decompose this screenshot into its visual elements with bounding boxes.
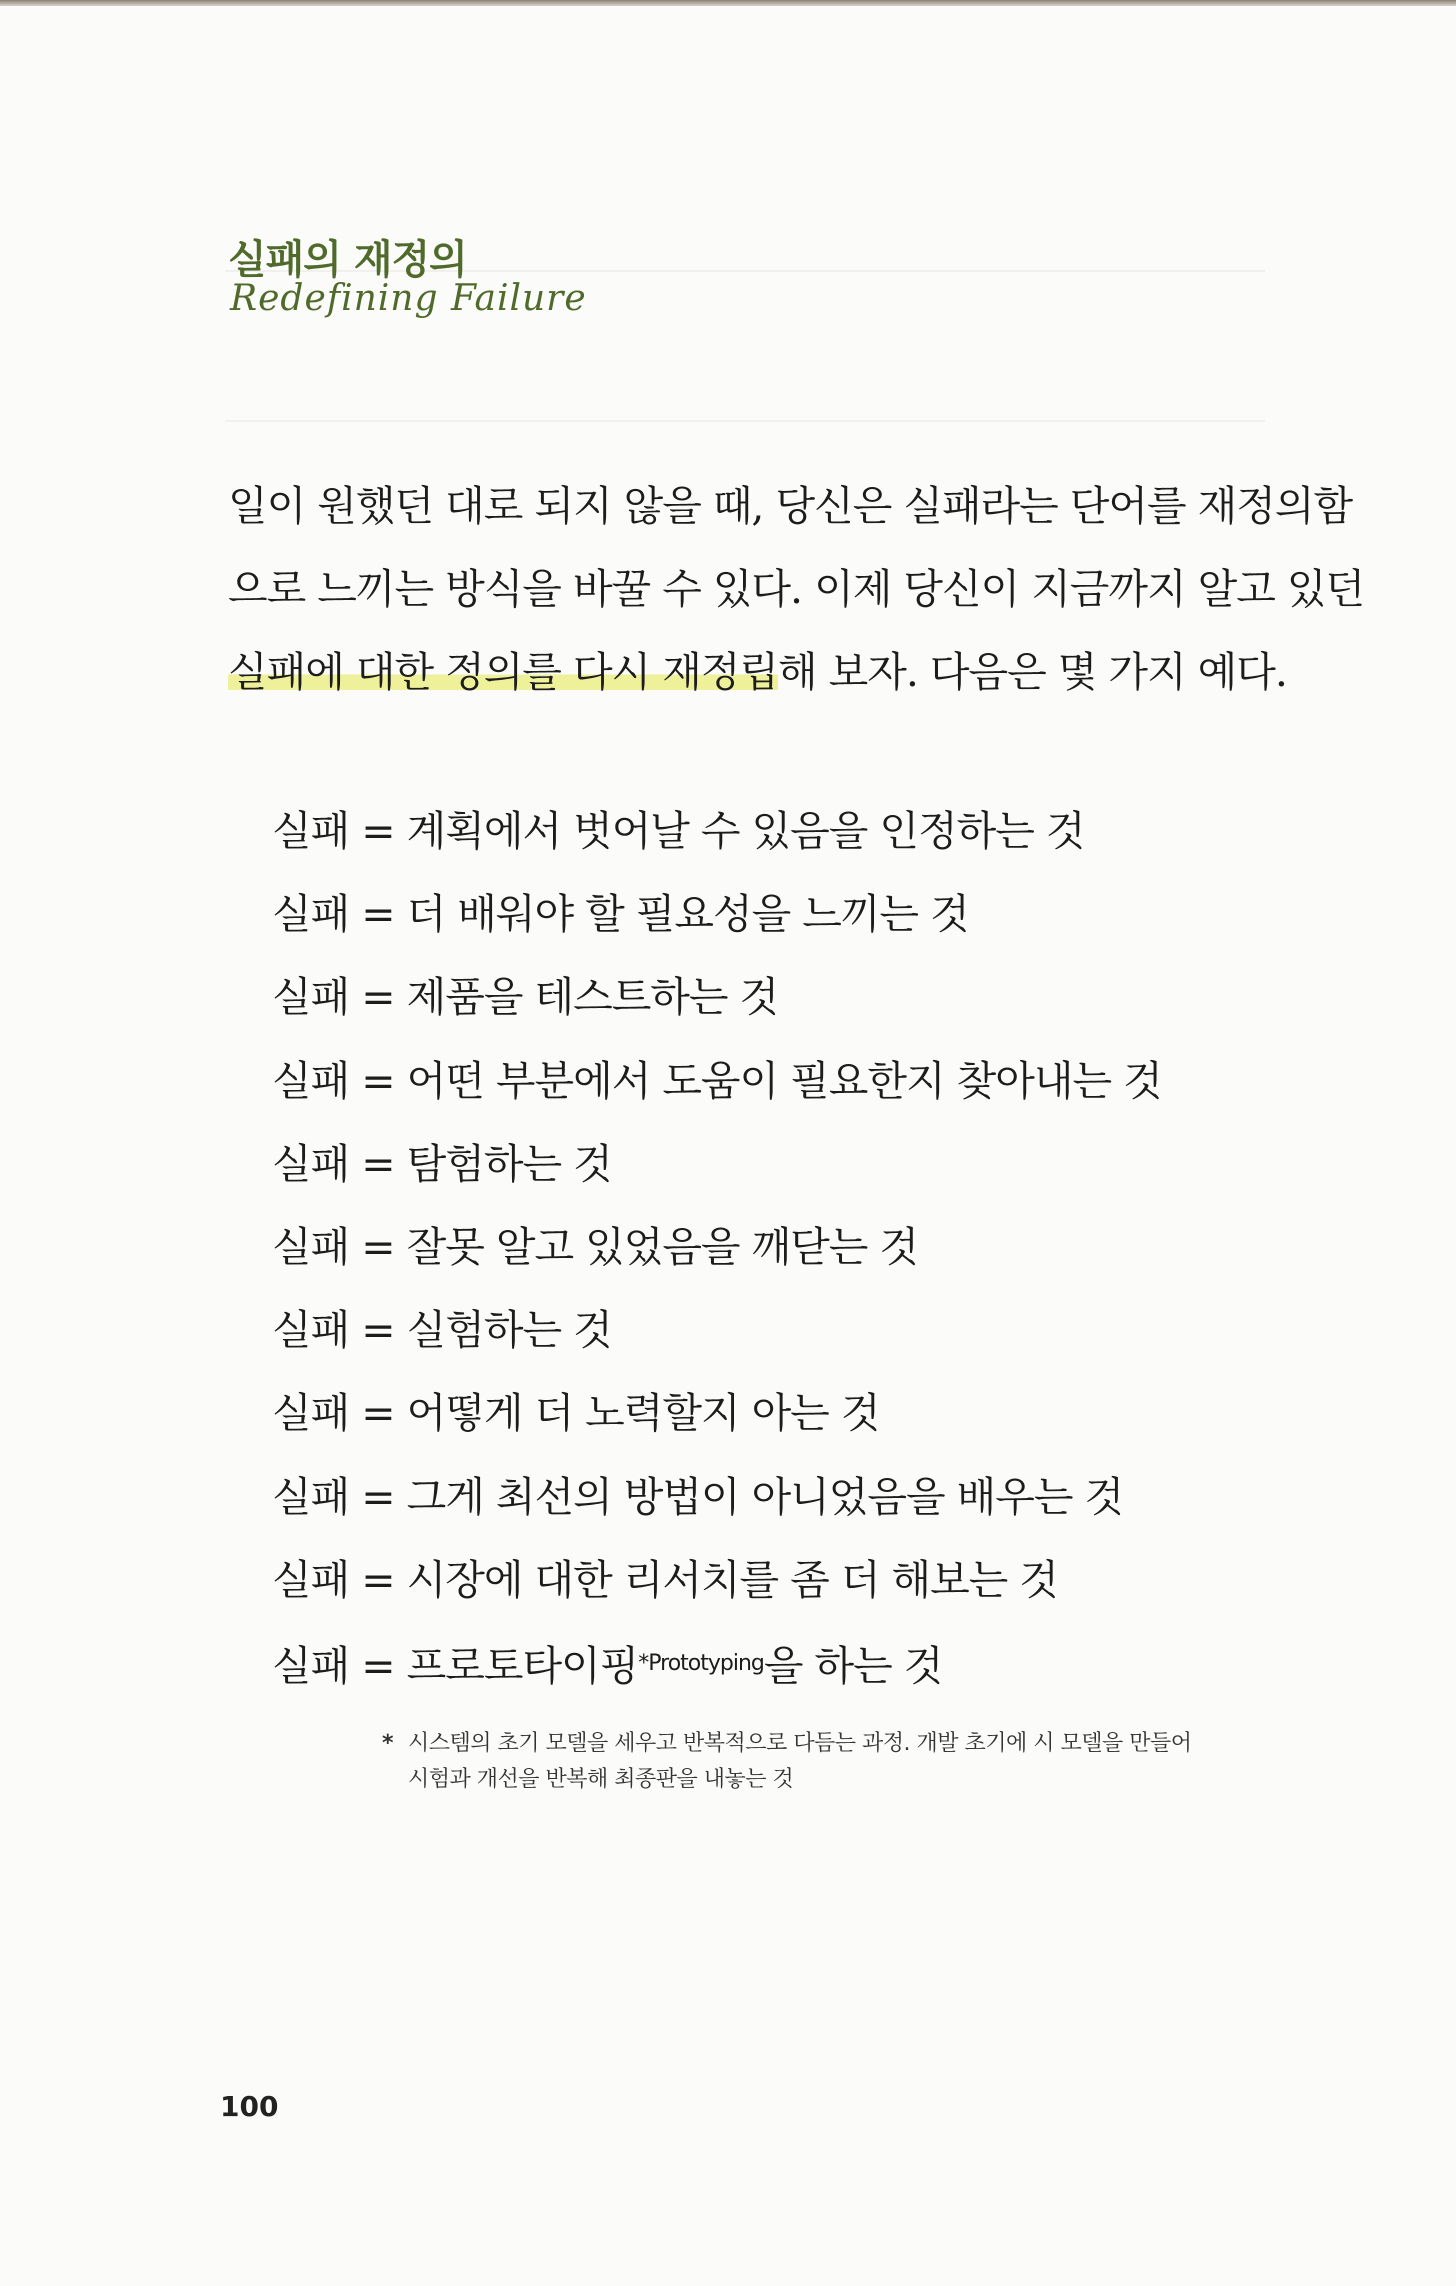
footnote-line: 시험과 개선을 반복해 최종판을 내놓는 것 — [408, 1767, 794, 1792]
intro-line-rest: 해 보자. 다음은 몇 가지 예다. — [778, 648, 1287, 696]
footnote-asterisk: * — [382, 1731, 394, 1756]
intro-line — [228, 631, 1287, 714]
intro-line: 일이 원했던 대로 되지 않을 때, 당신은 실패라는 단어를 재정의함 — [228, 482, 1353, 530]
intro-paragraph — [228, 465, 1365, 714]
highlighted-text: 실패에 대한 정의를 다시 재정립 — [228, 648, 779, 696]
definition-item: 실패 = 더 배워야 할 필요성을 느끼는 것 — [272, 890, 969, 939]
footnote-asterisk: * — [638, 1650, 649, 1676]
definition-item: 실패 = 계획에서 벗어날 수 있음을 인정하는 것 — [272, 807, 1085, 855]
footnote-marker — [638, 1651, 764, 1676]
definition-item: 실패 = 실험하는 것 — [272, 1306, 612, 1355]
failure-definition-list — [272, 790, 1162, 1705]
definition-item: 실패 = 제품을 테스트하는 것 — [272, 973, 779, 1022]
definition-item-prototyping — [272, 1622, 1162, 1705]
definition-prefix: 실패 = 프로토타이핑 — [272, 1641, 639, 1690]
page-edge — [0, 0, 1456, 6]
definition-item: 실패 = 탐험하는 것 — [272, 1139, 612, 1188]
definition-suffix: 을 하는 것 — [763, 1641, 943, 1690]
footnote-line: 시스템의 초기 모델을 세우고 반복적으로 다듬는 과정. 개발 초기에 시 모델을 만들어 — [408, 1731, 1192, 1756]
bleed-through-line — [225, 420, 1265, 422]
definition-item: 실패 = 그게 최선의 방법이 아니었음을 배우는 것 — [272, 1472, 1124, 1521]
definition-item: 실패 = 잘못 알고 있었음을 깨닫는 것 — [272, 1222, 919, 1271]
section-subtitle: Redefining Failure — [230, 278, 587, 319]
english-term: Prototyping — [648, 1650, 764, 1676]
definition-item: 실패 = 어떤 부분에서 도움이 필요한지 찾아내는 것 — [272, 1056, 1162, 1105]
page-number: 100 — [220, 2090, 279, 2123]
definition-item: 실패 = 시장에 대한 리서치를 좀 더 해보는 것 — [272, 1555, 1058, 1604]
footnote — [382, 1726, 1192, 1798]
intro-line: 으로 느끼는 방식을 바꿀 수 있다. 이제 당신이 지금까지 알고 있던 — [228, 565, 1365, 613]
section-title: 실패의 재정의 — [228, 237, 467, 283]
definition-item: 실패 = 어떻게 더 노력할지 아는 것 — [272, 1389, 880, 1438]
